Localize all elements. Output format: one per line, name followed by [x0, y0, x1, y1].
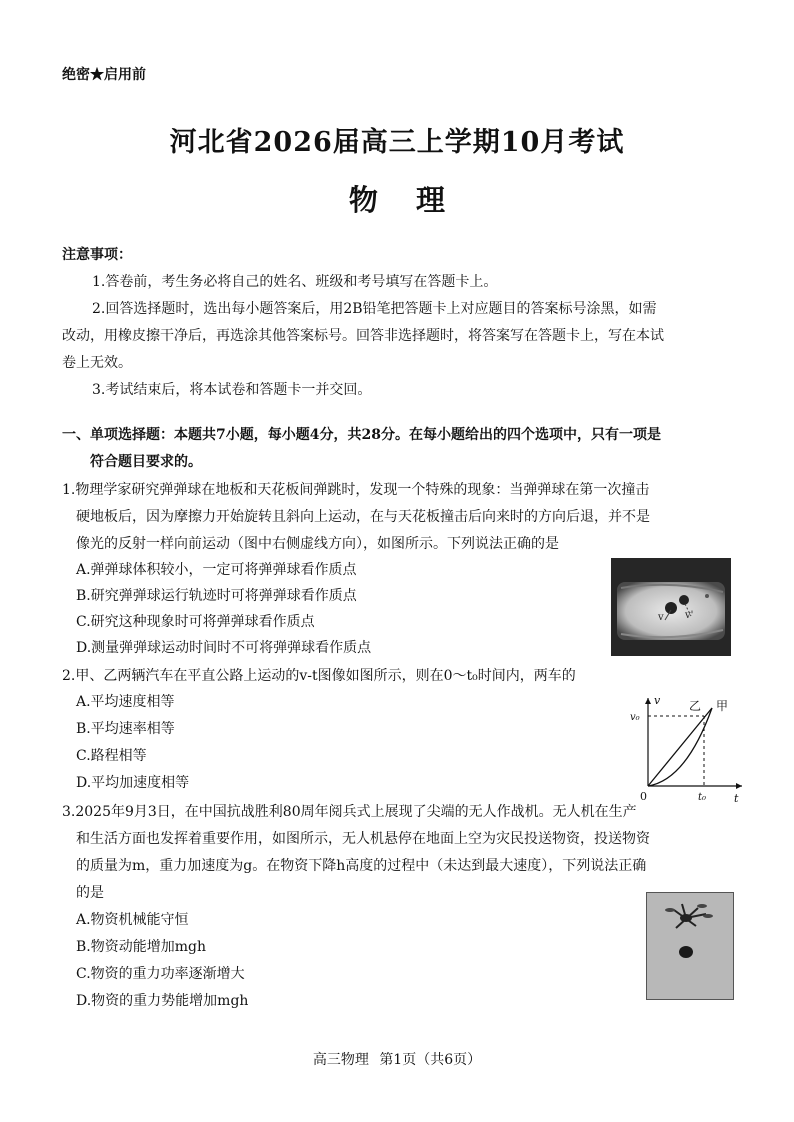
q3-option-d: D.物资的重力势能增加mgh	[76, 993, 249, 1009]
subject-char: 理	[416, 183, 446, 217]
origin-label: 0	[640, 790, 647, 803]
yi-label: 乙	[689, 699, 702, 713]
t-axis-label: t	[734, 792, 739, 805]
q3-figure-svg	[646, 892, 734, 1000]
t-axis-arrow-icon	[736, 783, 742, 789]
q2-vt-graph	[628, 690, 748, 808]
notice-line: 3.考试结束后，将本试卷和答题卡一并交回。	[92, 382, 372, 398]
q1-stem: 1.物理学家研究弹弹球在地板和天花板间弹跳时，发现一个特殊的现象：当弹弹球在第一次撞击	[62, 482, 650, 498]
q2-option-b: B.平均速率相等	[76, 721, 175, 737]
t0-label: t₀	[698, 792, 707, 803]
q1-option-b: B.研究弹弹球运行轨迹时可将弹弹球看作质点	[76, 588, 357, 604]
q2-option-c: C.路程相等	[76, 748, 147, 764]
v-axis-arrow-icon	[645, 698, 651, 704]
q1-bouncing-ball-photo	[611, 558, 731, 656]
notice-line: 卷上无效。	[62, 355, 132, 371]
q3-stem: 和生活方面也发挥着重要作用，如图所示，无人机悬停在地面上空为灾民投送物资，投送物资	[76, 831, 650, 847]
q1-figure-svg	[611, 558, 731, 656]
q3-option-a: A.物资机械能守恒	[76, 912, 189, 928]
jia-label: 甲	[716, 699, 729, 713]
notice-line: 1.答卷前，考生务必将自己的姓名、班级和考号填写在答题卡上。	[92, 274, 498, 290]
v0-label: v₀	[630, 712, 640, 723]
section-heading: 一、单项选择题：本题共7小题，每小题4分，共28分。在每小题给出的四个选项中，只有一项是	[62, 427, 661, 443]
subject-char: 物	[348, 183, 378, 217]
q3-stem: 的是	[76, 885, 104, 901]
package-icon	[679, 946, 693, 958]
q2-option-a: A.平均速度相等	[76, 694, 175, 710]
q3-stem: 3.2025年9月3日，在中国抗战胜利80周年阅兵式上展现了尖端的无人作战机。无人机在生产	[62, 804, 637, 820]
q2-stem: 2.甲、乙两辆汽车在平直公路上运动的v-t图像如图所示，则在0～t₀时间内，两车的	[62, 668, 576, 684]
notice-heading: 注意事项：	[62, 247, 132, 263]
notice-line: 改动，用橡皮擦干净后，再选涂其他答案标号。回答非选择题时，将答案写在答题卡上，写在本试	[62, 328, 664, 344]
q3-option-b: B.物资动能增加mgh	[76, 939, 206, 955]
q2-option-d: D.平均加速度相等	[76, 775, 190, 791]
q1-option-d: D.测量弹弹球运动时间时不可将弹弹球看作质点	[76, 640, 372, 656]
q1-option-a: A.弹弹球体积较小，一定可将弹弹球看作质点	[76, 562, 357, 578]
q1-option-c: C.研究这种现象时可将弹弹球看作质点	[76, 614, 315, 630]
notice-line: 2.回答选择题时，选出每小题答案后，用2B铅笔把答题卡上对应题目的答案标号涂黑，如需	[92, 301, 657, 317]
q3-drone-photo	[646, 892, 734, 1000]
footer-page-number: 第1页（共6页）	[379, 1052, 482, 1068]
q1-label-v-prime: v'	[685, 610, 694, 621]
jia-line	[648, 708, 712, 786]
subject-title	[0, 178, 794, 219]
footer-subject: 高三物理	[312, 1052, 369, 1068]
section-heading-cont: 符合题目要求的。	[90, 454, 202, 470]
page-footer	[0, 1049, 794, 1069]
q1-label-v: v	[658, 612, 664, 623]
q3-stem: 的质量为m，重力加速度为g。在物资下降h高度的过程中（未达到最大速度），下列说法正确	[76, 858, 647, 874]
exam-title: 河北省2026届高三上学期10月考试	[169, 127, 625, 158]
q1-stem: 像光的反射一样向前运动（图中右侧虚线方向），如图所示。下列说法正确的是	[76, 536, 559, 552]
v-axis-label: v	[654, 694, 661, 707]
q3-option-c: C.物资的重力功率逐渐增大	[76, 966, 245, 982]
q1-stem: 硬地板后，因为摩擦力开始旋转且斜向上运动，在与天花板撞击后向来时的方向后退，并不是	[76, 509, 650, 525]
confidential-mark: 绝密★启用前	[62, 67, 146, 83]
